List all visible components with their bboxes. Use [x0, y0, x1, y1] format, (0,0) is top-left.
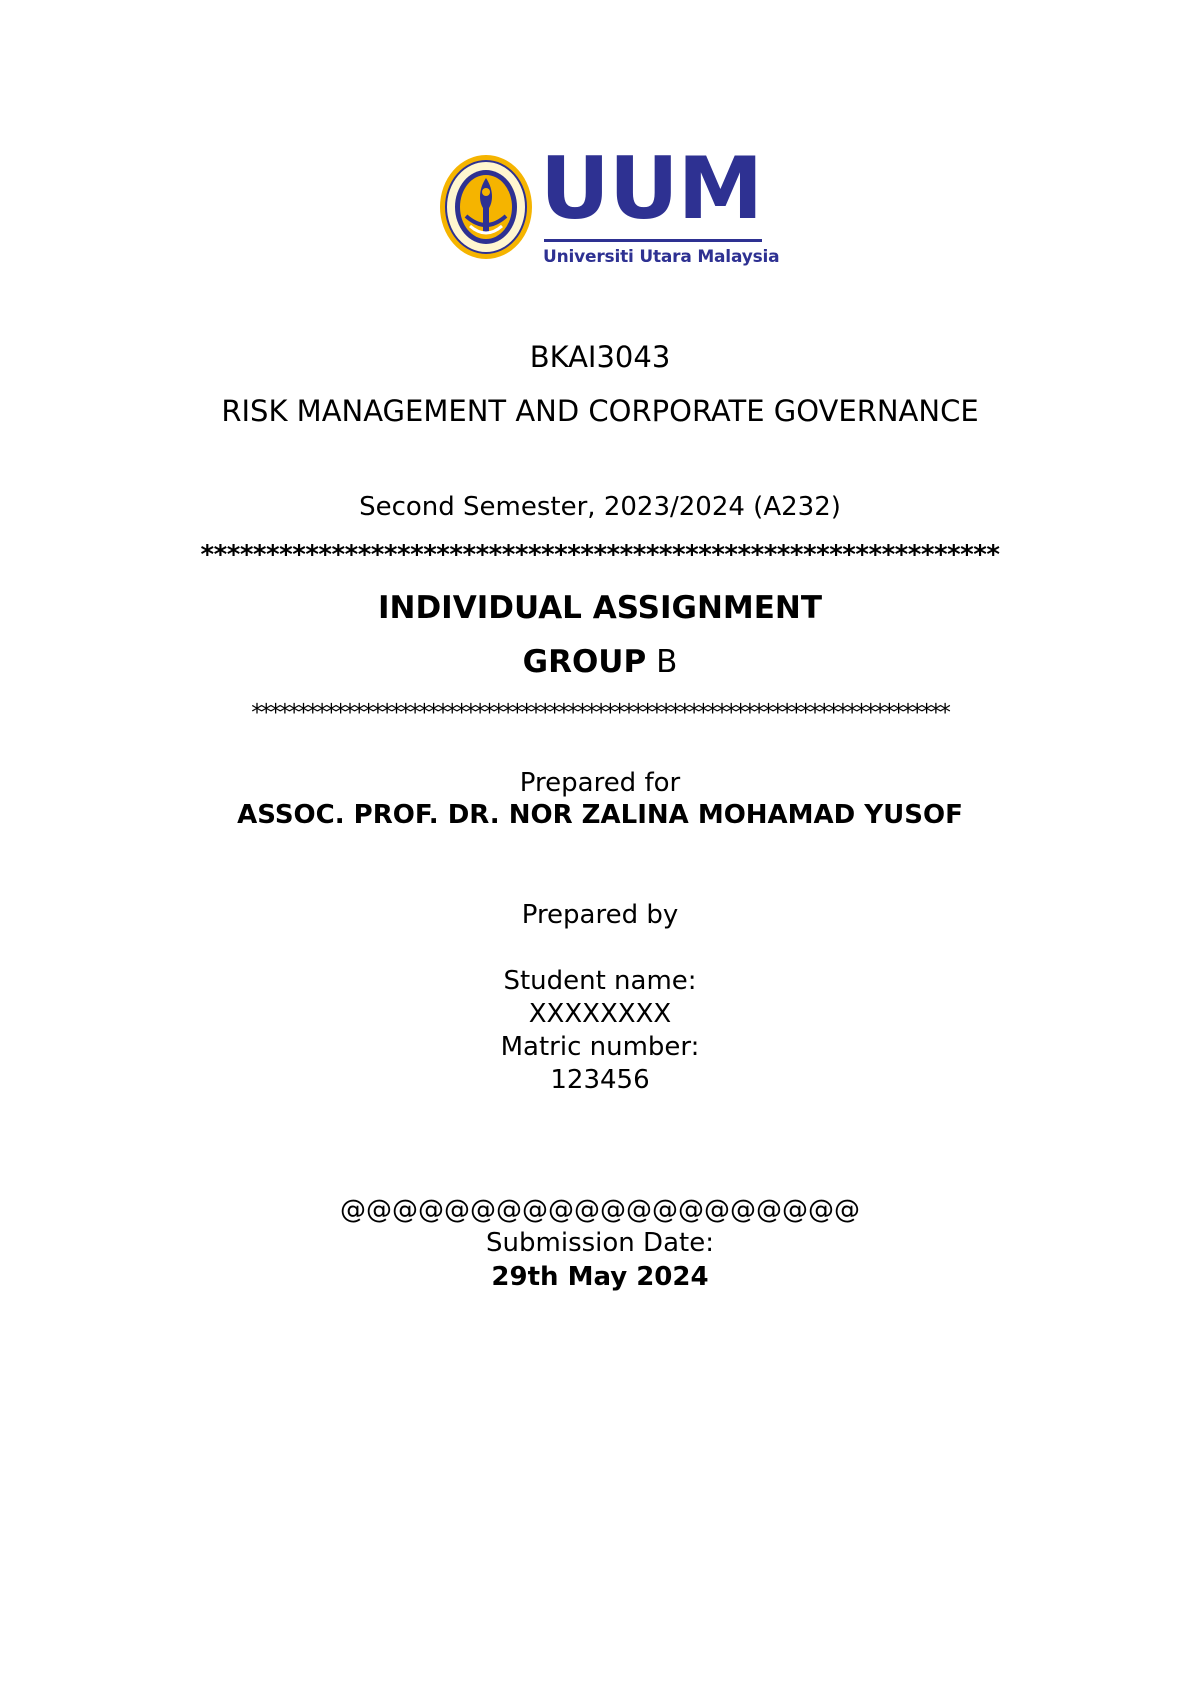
prepared-for-label: Prepared for — [519, 768, 681, 798]
student-name: XXXXXXXX — [528, 999, 672, 1029]
submission-date-label: Submission Date: — [486, 1228, 714, 1258]
matric-number: 123456 — [550, 1065, 650, 1095]
submission-date: 29th May 2024 — [491, 1262, 709, 1292]
course-code: BKAI3043 — [529, 340, 671, 374]
assignment-title: INDIVIDUAL ASSIGNMENT — [377, 590, 823, 626]
logo-subtitle: Universiti Utara Malaysia — [543, 247, 780, 267]
logo-underline — [544, 239, 762, 242]
course-name: RISK MANAGEMENT AND CORPORATE GOVERNANCE — [221, 394, 979, 428]
uum-seal-icon — [438, 152, 538, 262]
group-label: GROUP — [522, 644, 647, 680]
asterisk-separator: ************************************************************* — [200, 540, 1000, 570]
at-separator: @@@@@@@@@@@@@@@@@@@@ — [340, 1195, 860, 1225]
uum-logo — [438, 139, 780, 272]
group-value: B — [656, 644, 678, 680]
asterisk-separator-2: *************************************************************************** — [251, 700, 949, 726]
logo-wordmark: UUM — [540, 139, 763, 239]
group-line — [0, 644, 1200, 680]
lecturer-name: ASSOC. PROF. DR. NOR ZALINA MOHAMAD YUSOF — [237, 800, 963, 830]
prepared-by-label: Prepared by — [521, 900, 679, 930]
matric-number-label: Matric number: — [500, 1032, 700, 1062]
semester: Second Semester, 2023/2024 (A232) — [359, 492, 841, 522]
student-name-label: Student name: — [503, 966, 697, 996]
